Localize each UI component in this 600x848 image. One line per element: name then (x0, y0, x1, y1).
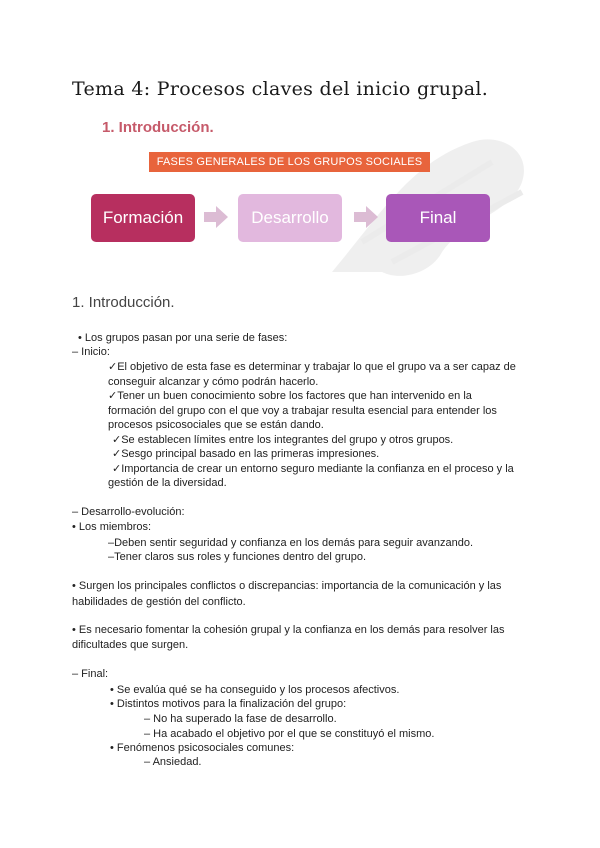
text-line: ✓El objetivo de esta fase es determinar y trabajar lo que el grupo va a ser capaz de (108, 361, 516, 373)
slide-figure (72, 112, 528, 292)
text-line: • Los miembros: (72, 521, 152, 533)
text-line: – Ansiedad. (144, 756, 202, 768)
text-line: – Ha acabado el objetivo por el que se constituyó el mismo. (144, 728, 435, 740)
document-title: Tema 4: Procesos claves del inicio grupal. (72, 78, 489, 100)
arrow-right-icon (203, 204, 229, 230)
phase-desarrollo: Desarrollo (238, 194, 342, 242)
text-line: ✓Tener un buen conocimiento sobre los factores que han intervenido en la (108, 390, 472, 402)
text-line: – Final: (72, 668, 109, 680)
text-line: habilidades de gestión del conflicto. (72, 596, 246, 608)
phases-banner: FASES GENERALES DE LOS GRUPOS SOCIALES (149, 152, 430, 172)
text-line: formación del grupo con el que voy a trabajar resulta esencial para entender los (108, 405, 497, 417)
text-line: ✓Se establecen límites entre los integrantes del grupo y otros grupos. (112, 434, 454, 446)
text-line: procesos psicosociales que se están dando. (108, 419, 324, 431)
text-line: • Distintos motivos para la finalización del grupo: (110, 698, 347, 710)
arrow-right-icon (353, 204, 379, 230)
text-line: ✓Sesgo principal basado en las primeras impresiones. (112, 448, 380, 460)
slide-heading: 1. Introducción. (102, 119, 214, 136)
text-line: –Tener claros sus roles y funciones dentro del grupo. (108, 551, 367, 563)
text-line: – Desarrollo-evolución: (72, 506, 185, 518)
phase-final: Final (386, 194, 490, 242)
text-line: ✓Importancia de crear un entorno seguro mediante la confianza en el proceso y la (112, 463, 514, 475)
text-line: • Es necesario fomentar la cohesión grupal y la confianza en los demás para resolver las (72, 624, 505, 636)
text-line: dificultades que surgen. (72, 639, 189, 651)
text-line: gestión de la diversidad. (108, 477, 227, 489)
text-line: – Inicio: (72, 346, 110, 358)
text-line: –Deben sentir seguridad y confianza en los demás para seguir avanzando. (108, 537, 474, 549)
text-line: • Fenómenos psicosociales comunes: (110, 742, 295, 754)
text-line: • Se evalúa qué se ha conseguido y los procesos afectivos. (110, 684, 400, 696)
text-line: • Surgen los principales conflictos o discrepancias: importancia de la comunicación y las (72, 580, 502, 592)
text-line: • Los grupos pasan por una serie de fases: (78, 332, 288, 344)
text-line: – No ha superado la fase de desarrollo. (144, 713, 337, 725)
section-heading: 1. Introducción. (72, 294, 175, 311)
text-line: conseguir alcanzar y cómo podrán hacerlo. (108, 376, 319, 388)
phase-formacion: Formación (91, 194, 195, 242)
